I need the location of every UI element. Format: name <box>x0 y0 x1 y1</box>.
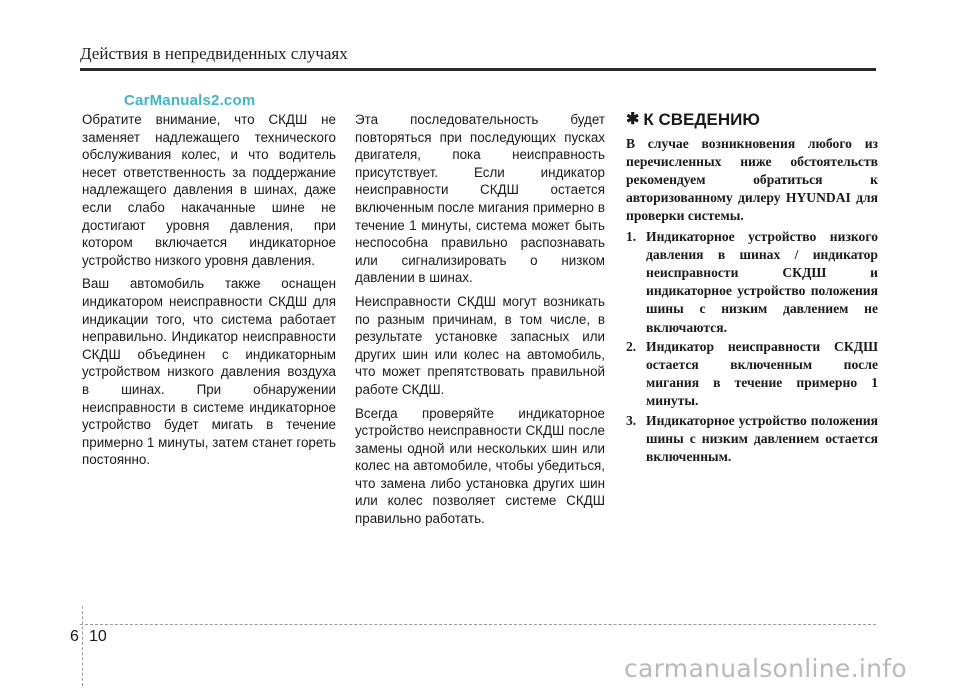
footer-vertical-dash <box>82 606 83 686</box>
watermark-link-top[interactable]: CarManuals2.com <box>124 92 256 109</box>
list-text: Индикаторное устройство положения шины с низким давлением остается включенным. <box>646 412 878 465</box>
list-item <box>626 338 878 411</box>
notice-body <box>626 135 878 467</box>
watermark-link-bottom[interactable]: carmanualsonline.info <box>624 654 907 683</box>
list-text: Индикатор неисправности СКДШ остается включенным после мигания в течение примерно 1 минуты. <box>646 338 878 409</box>
footer-dashed-line <box>80 624 876 625</box>
header-rule <box>80 68 876 71</box>
header-title: Действия в непредвиденных случаях <box>80 44 348 63</box>
paragraph: Неисправности СКДШ могут возникать по разным причинам, в том числе, в результате установке запасных или других шин или колес на автомобиль, что может препятствовать правильной работе СКДШ. <box>355 293 605 397</box>
notice-heading-text: К СВЕДЕНИЮ <box>643 110 760 129</box>
list-number: 1. <box>626 228 637 244</box>
list-number: 2. <box>626 338 637 354</box>
notice-heading <box>626 111 878 129</box>
list-item <box>626 228 878 337</box>
list-number: 3. <box>626 412 637 428</box>
paragraph: Обратите внимание, что СКДШ не заменяет надлежащего технического обслуживания колес, и что водитель несет ответственность за поддержание надлежащего давления в шинах, даже если слабо накачанные шине не достигают уровня давления, при котором включается индикаторное устройство низкого уровня давления. <box>82 112 336 268</box>
paragraph: Ваш автомобиль также оснащен индикатором неисправности СКДШ для индикации того, что система работает неправильно. Индикатор неисправности СКДШ объединен с индикаторным устройством низкого давления воздуха в шинах. При обнаружении неисправности в системе индикаторное устройство будет мигать в течение примерно 1 минуты, затем станет гореть постоянно. <box>82 276 336 468</box>
paragraph: Эта последовательность будет повторяться при последующих пусках двигателя, пока неисправность присутствует. Если индикатор неисправности СКДШ остается включенным после мигания примерно в течение 1 минуты, система может быть неспособна правильно распознавать или сигнализировать о низком давлении в шинах. <box>355 112 605 286</box>
star-icon: ✱ <box>626 111 640 128</box>
page-number: 10 <box>89 628 107 645</box>
text-column-1 <box>82 111 336 475</box>
list-text: Индикаторное устройство низкого давления в шинах / индикатор неисправности СКДШ и индикаторное устройство положения шины с низким давлением не включаются. <box>646 228 878 335</box>
notice-list <box>626 228 878 467</box>
paragraph: Всегда проверяйте индикаторное устройство неисправности СКДШ после замены одной или нескольких шин или колес на автомобиле, чтобы убедиться, что замена либо установка других шин или колес позволяет системе СКДШ правильно работать. <box>355 405 605 527</box>
notice-box <box>626 111 878 467</box>
notice-intro: В случае возникновения любого из перечисленных ниже обстоятельств рекомендуем обратиться к авторизованному дилеру HYUNDAI для проверки системы. <box>626 135 878 224</box>
chapter-number: 6 <box>70 628 79 645</box>
list-item <box>626 412 878 467</box>
text-column-2 <box>355 111 605 534</box>
